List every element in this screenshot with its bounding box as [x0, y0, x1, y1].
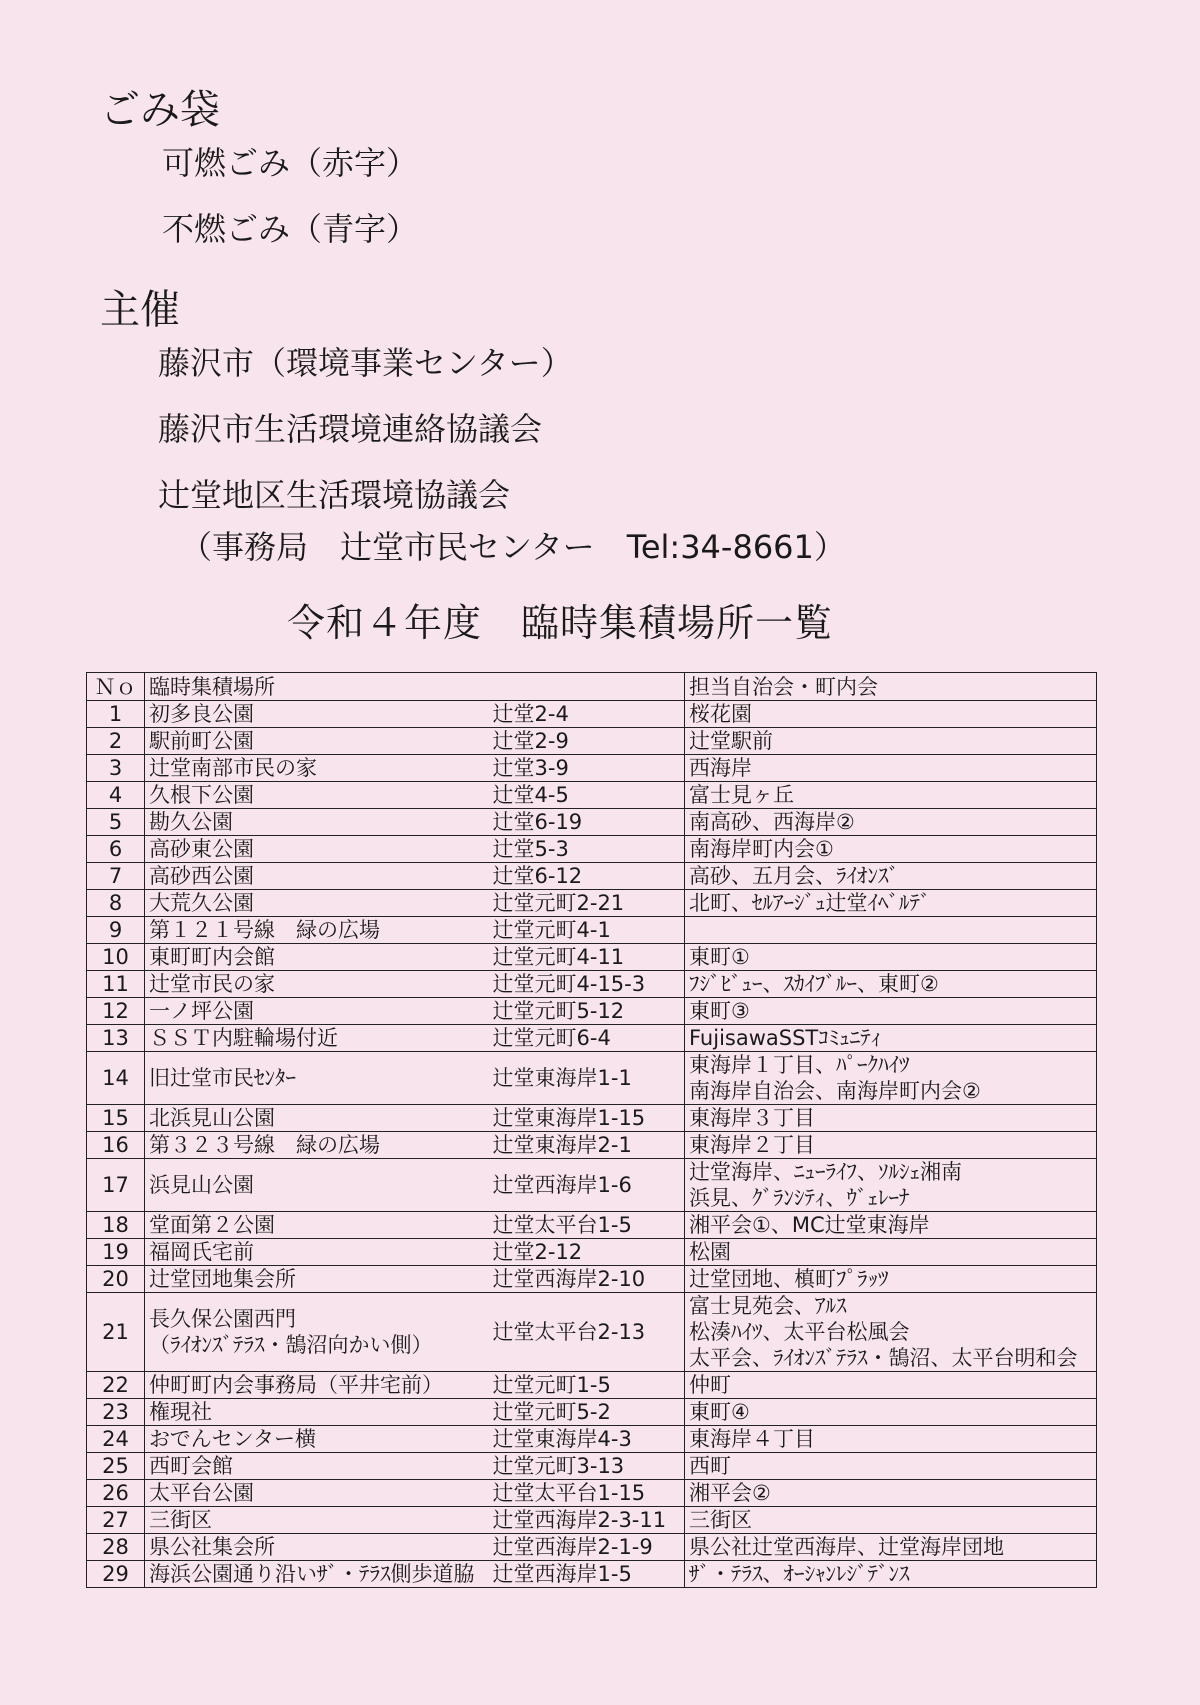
association-text: 西町: [689, 1454, 731, 1478]
cell-place: [145, 1534, 483, 1561]
table-row: [87, 728, 1097, 755]
place-text: 辻堂市民の家: [149, 972, 275, 996]
place-text: 第１２１号線 緑の広場: [149, 918, 380, 942]
place-text: 駅前町公園: [149, 729, 254, 753]
place-text: 第３２３号線 緑の広場: [149, 1133, 380, 1157]
cell-association: [685, 1052, 1097, 1105]
cell-no: 13: [87, 1025, 145, 1052]
place-text: 福岡氏宅前: [149, 1240, 254, 1264]
cell-no: 24: [87, 1426, 145, 1453]
cell-address: 辻堂元町4-11: [483, 944, 685, 971]
association-text: 東町③: [689, 999, 750, 1023]
place-text: 一ノ坪公園: [149, 999, 254, 1023]
table-row: [87, 1052, 1097, 1105]
cell-address: 辻堂2-9: [483, 728, 685, 755]
cell-place: [145, 1025, 483, 1052]
cell-association: [685, 1480, 1097, 1507]
cell-no: 23: [87, 1399, 145, 1426]
cell-place: [145, 1132, 483, 1159]
association-text: 北町、ｾﾙｱｰｼﾞｭ辻堂ｲﾍﾞﾙﾃﾞ: [689, 891, 931, 915]
cell-association: [685, 917, 1097, 944]
cell-association: [685, 1266, 1097, 1293]
cell-no: 12: [87, 998, 145, 1025]
place-text: 西町会館: [149, 1454, 233, 1478]
cell-association: [685, 971, 1097, 998]
cell-no: 8: [87, 890, 145, 917]
cell-association: [685, 1534, 1097, 1561]
table-row: [87, 998, 1097, 1025]
cell-association: [685, 1372, 1097, 1399]
cell-association: [685, 1025, 1097, 1052]
bag-burnable: 可燃ごみ（赤字）: [162, 144, 419, 182]
cell-address: 辻堂元町5-2: [483, 1399, 685, 1426]
association-text: 辻堂団地、槙町ﾌﾟﾗｯﾂ: [689, 1267, 889, 1291]
cell-place: [145, 1453, 483, 1480]
association-text: 松湊ﾊｲﾂ、太平台松風会: [689, 1320, 910, 1344]
cell-no: 17: [87, 1159, 145, 1212]
cell-place: [145, 917, 483, 944]
cell-place: [145, 728, 483, 755]
cell-association: [685, 1239, 1097, 1266]
place-text: 権現社: [149, 1400, 212, 1424]
table-row: [87, 1212, 1097, 1239]
association-text: 仲町: [689, 1373, 731, 1397]
cell-place: [145, 1561, 483, 1588]
cell-address: 辻堂2-12: [483, 1239, 685, 1266]
place-text: 初多良公園: [149, 702, 254, 726]
cell-association: [685, 1293, 1097, 1372]
association-text: 南海岸町内会①: [689, 837, 834, 861]
organizer-1: 藤沢市（環境事業センター）: [158, 344, 573, 382]
association-text: 富士見ヶ丘: [689, 783, 794, 807]
cell-address: 辻堂元町4-15-3: [483, 971, 685, 998]
cell-association: [685, 782, 1097, 809]
cell-address: 辻堂西海岸2-1-9: [483, 1534, 685, 1561]
cell-no: 19: [87, 1239, 145, 1266]
cell-address: 辻堂5-3: [483, 836, 685, 863]
cell-address: 辻堂4-5: [483, 782, 685, 809]
cell-no: 14: [87, 1052, 145, 1105]
cell-address: 辻堂西海岸2-10: [483, 1266, 685, 1293]
place-text: 海浜公園通り沿いｻﾞ・ﾃﾗｽ側歩道脇: [149, 1562, 475, 1586]
cell-association: [685, 1212, 1097, 1239]
association-text: 東海岸１丁目、ﾊﾟｰｸﾊｲﾂ: [689, 1053, 910, 1077]
cell-address: 辻堂東海岸1-15: [483, 1105, 685, 1132]
place-text: 辻堂南部市民の家: [149, 756, 317, 780]
cell-address: 辻堂西海岸1-5: [483, 1561, 685, 1588]
place-text: 三街区: [149, 1508, 212, 1532]
cell-no: 26: [87, 1480, 145, 1507]
association-text: ｻﾞ・ﾃﾗｽ、ｵｰｼｬﾝﾚｼﾞﾃﾞﾝｽ: [689, 1562, 910, 1586]
association-text: 高砂、五月会、ﾗｲｵﾝｽﾞ: [689, 864, 899, 888]
cell-no: 5: [87, 809, 145, 836]
cell-no: 28: [87, 1534, 145, 1561]
association-text: 桜花園: [689, 702, 752, 726]
table-row: [87, 1453, 1097, 1480]
association-text: 浜見、ｸﾞﾗﾝｼﾃｨ、ｳﾞｪﾚｰﾅ: [689, 1186, 910, 1210]
cell-address: 辻堂元町6-4: [483, 1025, 685, 1052]
cell-address: 辻堂6-19: [483, 809, 685, 836]
place-text: 大荒久公園: [149, 891, 254, 915]
table-row: [87, 1507, 1097, 1534]
header-association: 担当自治会・町内会: [685, 673, 1097, 701]
place-text: 旧辻堂市民ｾﾝﾀｰ: [149, 1066, 296, 1090]
cell-address: 辻堂太平台1-5: [483, 1212, 685, 1239]
table-body: [87, 701, 1097, 1588]
association-text: 南海岸自治会、南海岸町内会②: [689, 1079, 981, 1103]
table-row: [87, 944, 1097, 971]
office-contact: （事務局 辻堂市民センター Tel:34-8661）: [180, 528, 846, 566]
table-row: [87, 1132, 1097, 1159]
association-text: 太平会、ﾗｲｵﾝｽﾞﾃﾗｽ・鵠沼、太平台明和会: [689, 1346, 1078, 1370]
cell-place: [145, 755, 483, 782]
cell-place: [145, 1372, 483, 1399]
cell-association: [685, 755, 1097, 782]
cell-address: 辻堂2-4: [483, 701, 685, 728]
cell-place: [145, 1266, 483, 1293]
place-text: 北浜見山公園: [149, 1106, 275, 1130]
cell-association: [685, 836, 1097, 863]
organizer-heading: 主催: [100, 287, 180, 333]
cell-no: 2: [87, 728, 145, 755]
cell-association: [685, 809, 1097, 836]
table-row: [87, 1105, 1097, 1132]
association-text: 東海岸２丁目: [689, 1133, 815, 1157]
place-text: おでんセンター横: [149, 1427, 316, 1451]
cell-place: [145, 863, 483, 890]
association-text: 東海岸４丁目: [689, 1427, 815, 1451]
cell-association: [685, 728, 1097, 755]
table-row: [87, 971, 1097, 998]
cell-place: [145, 1399, 483, 1426]
cell-no: 7: [87, 863, 145, 890]
table-row: [87, 782, 1097, 809]
cell-place: [145, 1159, 483, 1212]
cell-address: 辻堂太平台1-15: [483, 1480, 685, 1507]
cell-place: [145, 1212, 483, 1239]
table-row: [87, 1426, 1097, 1453]
cell-association: [685, 863, 1097, 890]
cell-association: [685, 944, 1097, 971]
cell-no: 15: [87, 1105, 145, 1132]
cell-address: 辻堂元町4-1: [483, 917, 685, 944]
cell-association: [685, 1453, 1097, 1480]
cell-no: 29: [87, 1561, 145, 1588]
cell-address: 辻堂元町3-13: [483, 1453, 685, 1480]
cell-no: 21: [87, 1293, 145, 1372]
cell-no: 20: [87, 1266, 145, 1293]
cell-place: [145, 890, 483, 917]
cell-association: [685, 1105, 1097, 1132]
association-text: 南高砂、西海岸②: [689, 810, 855, 834]
cell-address: 辻堂東海岸1-1: [483, 1052, 685, 1105]
association-text: FujisawaSSTｺﾐｭﾆﾃｨ: [689, 1026, 882, 1050]
cell-no: 9: [87, 917, 145, 944]
cell-place: [145, 809, 483, 836]
place-text: 浜見山公園: [149, 1173, 254, 1197]
cell-place: [145, 701, 483, 728]
cell-place: [145, 1052, 483, 1105]
place-text: 東町町内会館: [149, 945, 275, 969]
cell-association: [685, 1399, 1097, 1426]
cell-place: [145, 1507, 483, 1534]
cell-address: 辻堂3-9: [483, 755, 685, 782]
cell-place: [145, 1293, 483, 1372]
cell-place: [145, 1239, 483, 1266]
cell-association: [685, 890, 1097, 917]
cell-no: 27: [87, 1507, 145, 1534]
association-text: 東町④: [689, 1400, 750, 1424]
table-row: [87, 1561, 1097, 1588]
cell-no: 18: [87, 1212, 145, 1239]
place-text: 太平台公園: [149, 1481, 254, 1505]
cell-address: 辻堂太平台2-13: [483, 1293, 685, 1372]
cell-association: [685, 1507, 1097, 1534]
cell-address: 辻堂西海岸1-6: [483, 1159, 685, 1212]
cell-place: [145, 1426, 483, 1453]
organizer-3: 辻堂地区生活環境協議会: [158, 476, 511, 514]
table-row: [87, 701, 1097, 728]
cell-association: [685, 998, 1097, 1025]
cell-association: [685, 1132, 1097, 1159]
place-text: 堂面第２公園: [149, 1213, 275, 1237]
cell-place: [145, 971, 483, 998]
table-row: [87, 809, 1097, 836]
table-row: [87, 1534, 1097, 1561]
header-address: [483, 673, 685, 701]
table-row: [87, 917, 1097, 944]
cell-place: [145, 944, 483, 971]
cell-association: [685, 1561, 1097, 1588]
cell-address: 辻堂東海岸2-1: [483, 1132, 685, 1159]
association-text: 東町①: [689, 945, 750, 969]
cell-association: [685, 1426, 1097, 1453]
association-text: 三街区: [689, 1508, 752, 1532]
table-row: [87, 836, 1097, 863]
table-row: [87, 1372, 1097, 1399]
place-text: 県公社集会所: [149, 1535, 275, 1559]
table-row: [87, 1399, 1097, 1426]
cell-place: [145, 836, 483, 863]
association-text: 湘平会①、MC辻堂東海岸: [689, 1213, 930, 1237]
cell-place: [145, 1105, 483, 1132]
table-row: [87, 1480, 1097, 1507]
place-text: 久根下公園: [149, 783, 254, 807]
cell-no: 11: [87, 971, 145, 998]
association-text: 湘平会②: [689, 1481, 771, 1505]
cell-address: 辻堂元町5-12: [483, 998, 685, 1025]
association-text: [689, 917, 1092, 943]
table-row: [87, 1266, 1097, 1293]
place-text: （ﾗｲｵﾝｽﾞﾃﾗｽ・鵠沼向かい側）: [149, 1333, 433, 1357]
cell-no: 3: [87, 755, 145, 782]
table-row: [87, 1293, 1097, 1372]
organizer-2: 藤沢市生活環境連絡協議会: [158, 410, 543, 448]
cell-place: [145, 782, 483, 809]
bag-nonburnable: 不燃ごみ（青字）: [162, 210, 419, 248]
cell-address: 辻堂元町1-5: [483, 1372, 685, 1399]
place-text: 高砂西公園: [149, 864, 254, 888]
table-row: [87, 1159, 1097, 1212]
table-row: [87, 1025, 1097, 1052]
cell-association: [685, 701, 1097, 728]
cell-no: 10: [87, 944, 145, 971]
cell-no: 6: [87, 836, 145, 863]
association-text: 辻堂海岸、ﾆｭｰﾗｲﾌ、ｿﾙｼｪ湘南: [689, 1160, 962, 1184]
table-row: [87, 863, 1097, 890]
table-row: [87, 755, 1097, 782]
cell-place: [145, 998, 483, 1025]
place-text: 勘久公園: [149, 810, 233, 834]
cell-no: 4: [87, 782, 145, 809]
cell-association: [685, 1159, 1097, 1212]
cell-address: 辻堂元町2-21: [483, 890, 685, 917]
cell-no: 22: [87, 1372, 145, 1399]
place-text: 長久保公園西門: [149, 1307, 296, 1331]
table-row: [87, 1239, 1097, 1266]
association-text: 東海岸３丁目: [689, 1106, 815, 1130]
table-row: [87, 890, 1097, 917]
cell-no: 1: [87, 701, 145, 728]
association-text: 辻堂駅前: [689, 729, 773, 753]
place-text: 辻堂団地集会所: [149, 1267, 296, 1291]
association-text: 西海岸: [689, 756, 752, 780]
collection-sites-table: [86, 672, 1097, 1588]
cell-place: [145, 1480, 483, 1507]
association-text: 富士見苑会、ｱﾙｽ: [689, 1294, 847, 1318]
header-no: Ｎｏ: [87, 673, 145, 701]
bags-heading: ごみ袋: [100, 87, 220, 133]
table-header-row: [87, 673, 1097, 701]
list-title: 令和４年度 臨時集積場所一覧: [286, 601, 833, 645]
place-text: 高砂東公園: [149, 837, 254, 861]
header-place: 臨時集積場所: [145, 673, 483, 701]
cell-address: 辻堂6-12: [483, 863, 685, 890]
association-text: ﾌｼﾞﾋﾞｭｰ、ｽｶｲﾌﾞﾙｰ、東町②: [689, 972, 939, 996]
association-text: 松園: [689, 1240, 731, 1264]
cell-address: 辻堂東海岸4-3: [483, 1426, 685, 1453]
cell-address: 辻堂西海岸2-3-11: [483, 1507, 685, 1534]
place-text: ＳＳＴ内駐輪場付近: [149, 1026, 338, 1050]
association-text: 県公社辻堂西海岸、辻堂海岸団地: [689, 1535, 1004, 1559]
cell-no: 25: [87, 1453, 145, 1480]
cell-no: 16: [87, 1132, 145, 1159]
place-text: 仲町町内会事務局（平井宅前）: [149, 1373, 443, 1397]
